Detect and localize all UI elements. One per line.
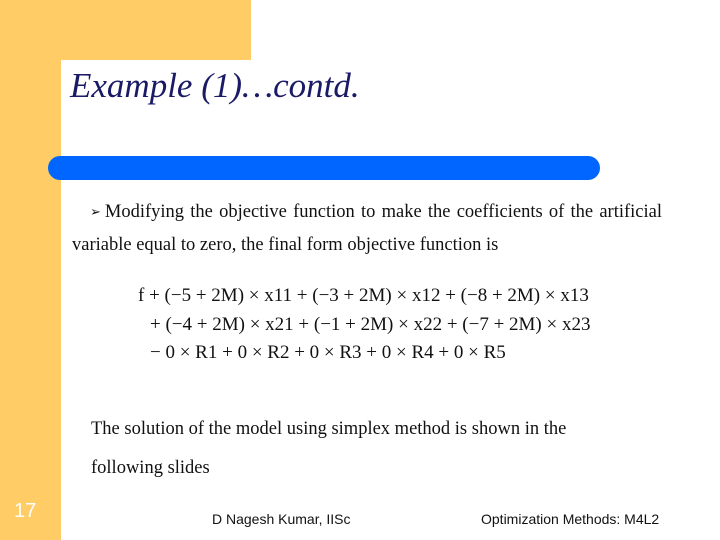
page-number: 17: [14, 500, 37, 522]
equation-line-2-text: + (−4 + 2M) × x21 + (−1 + 2M) × x22 + (−7 + 2M) × x23: [150, 314, 591, 335]
bullet-text: Modifying the objective function to make the coefficients of the artificial variable equal to zero, the final form objective function is: [72, 202, 662, 255]
equation-line-1-text: f + (−5 + 2M) × x11 + (−3 + 2M) × x12 + (−8 + 2M) × x13: [138, 285, 589, 306]
arrow-bullet-icon: ➢: [90, 205, 101, 220]
footer-author: D Nagesh Kumar, IISc: [212, 511, 351, 527]
equation-line-3: [150, 342, 506, 364]
slide-title: Example (1)…contd.: [70, 66, 360, 105]
equation-line-3-text: − 0 × R1 + 0 × R2 + 0 × R3 + 0 × R4 + 0 × R5: [150, 342, 506, 363]
title-underline-bar: [48, 156, 600, 180]
solution-text: The solution of the model using simplex method is shown in the following slides: [91, 419, 567, 478]
top-decor-block: [61, 0, 251, 60]
bullet-paragraph: [72, 196, 662, 262]
equation-line-2: [150, 314, 590, 336]
footer-course: Optimization Methods: M4L2: [481, 511, 660, 527]
left-decor-band: [0, 0, 61, 540]
equation-line-1: [138, 285, 589, 307]
